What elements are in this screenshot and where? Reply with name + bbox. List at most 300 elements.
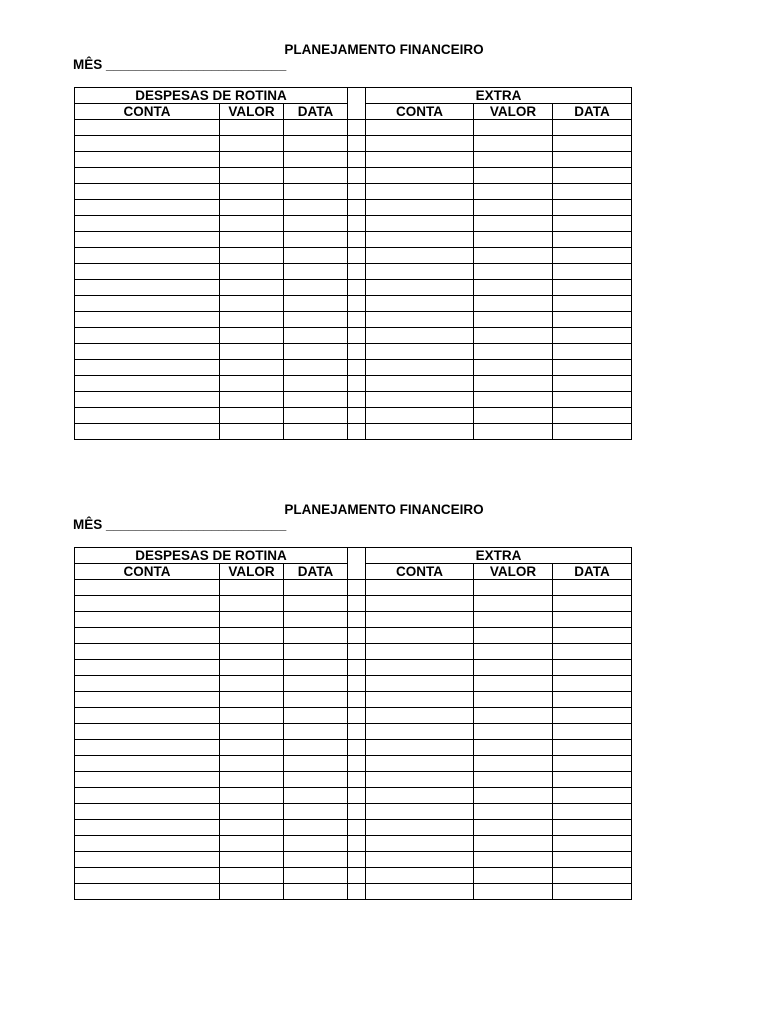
separator-column (348, 548, 366, 580)
routine-date-cell[interactable] (284, 312, 348, 328)
routine-date-cell[interactable] (284, 708, 348, 724)
separator-cell (348, 756, 366, 772)
routine-account-cell[interactable] (75, 424, 220, 440)
routine-account-cell[interactable] (75, 756, 220, 772)
routine-date-cell[interactable] (284, 612, 348, 628)
routine-amount-cell[interactable] (220, 296, 284, 312)
routine-amount-cell[interactable] (220, 280, 284, 296)
table-row (75, 836, 632, 852)
extra-date-cell[interactable] (553, 756, 632, 772)
routine-amount-cell[interactable] (220, 376, 284, 392)
extra-account-cell[interactable] (366, 376, 474, 392)
separator-cell (348, 660, 366, 676)
table-row (75, 852, 632, 868)
routine-date-cell[interactable] (284, 200, 348, 216)
routine-amount-cell[interactable] (220, 724, 284, 740)
routine-account-cell[interactable] (75, 248, 220, 264)
routine-date-cell[interactable] (284, 264, 348, 280)
extra-date-cell[interactable] (553, 644, 632, 660)
extra-date-cell[interactable] (553, 740, 632, 756)
extra-amount-cell[interactable] (474, 312, 553, 328)
routine-account-cell[interactable] (75, 232, 220, 248)
routine-amount-cell[interactable] (220, 804, 284, 820)
extra-date-cell[interactable] (553, 360, 632, 376)
extra-amount-cell[interactable] (474, 852, 553, 868)
extra-date-cell[interactable] (553, 692, 632, 708)
extra-amount-cell[interactable] (474, 740, 553, 756)
extra-amount-cell[interactable] (474, 264, 553, 280)
extra-account-cell[interactable] (366, 660, 474, 676)
extra-expenses-header: EXTRA (366, 548, 632, 564)
routine-date-cell[interactable] (284, 788, 348, 804)
extra-account-cell[interactable] (366, 628, 474, 644)
extra-account-cell[interactable] (366, 248, 474, 264)
extra-amount-cell[interactable] (474, 216, 553, 232)
extra-amount-cell[interactable] (474, 884, 553, 900)
extra-amount-cell[interactable] (474, 692, 553, 708)
routine-amount-cell[interactable] (220, 152, 284, 168)
table-row (75, 296, 632, 312)
extra-amount-cell[interactable] (474, 788, 553, 804)
table-row (75, 644, 632, 660)
routine-date-cell[interactable] (284, 280, 348, 296)
extra-amount-cell[interactable] (474, 408, 553, 424)
extra-account-cell[interactable] (366, 120, 474, 136)
routine-date-cell[interactable] (284, 392, 348, 408)
separator-cell (348, 836, 366, 852)
separator-cell (348, 184, 366, 200)
extra-date-cell[interactable] (553, 248, 632, 264)
extra-account-cell[interactable] (366, 580, 474, 596)
routine-account-header: CONTA (75, 564, 220, 580)
routine-date-cell[interactable] (284, 360, 348, 376)
separator-cell (348, 376, 366, 392)
extra-amount-cell[interactable] (474, 612, 553, 628)
extra-amount-cell[interactable] (474, 756, 553, 772)
extra-account-cell[interactable] (366, 868, 474, 884)
table-row (75, 200, 632, 216)
extra-account-cell[interactable] (366, 232, 474, 248)
extra-account-cell[interactable] (366, 708, 474, 724)
separator-cell (348, 868, 366, 884)
routine-date-cell[interactable] (284, 596, 348, 612)
routine-amount-cell[interactable] (220, 392, 284, 408)
extra-account-cell[interactable] (366, 216, 474, 232)
routine-account-cell[interactable] (75, 740, 220, 756)
routine-amount-cell[interactable] (220, 676, 284, 692)
routine-amount-cell[interactable] (220, 216, 284, 232)
routine-account-cell[interactable] (75, 884, 220, 900)
extra-account-cell[interactable] (366, 676, 474, 692)
routine-amount-cell[interactable] (220, 596, 284, 612)
routine-account-cell[interactable] (75, 804, 220, 820)
separator-cell (348, 628, 366, 644)
separator-cell (348, 692, 366, 708)
routine-date-cell[interactable] (284, 740, 348, 756)
routine-amount-cell[interactable] (220, 740, 284, 756)
separator-cell (348, 120, 366, 136)
table-row (75, 392, 632, 408)
routine-account-cell[interactable] (75, 612, 220, 628)
extra-amount-cell[interactable] (474, 280, 553, 296)
routine-date-cell[interactable] (284, 660, 348, 676)
routine-amount-header: VALOR (220, 564, 284, 580)
extra-date-cell[interactable] (553, 676, 632, 692)
extra-date-cell[interactable] (553, 836, 632, 852)
routine-account-cell[interactable] (75, 408, 220, 424)
routine-account-cell[interactable] (75, 692, 220, 708)
routine-date-cell[interactable] (284, 136, 348, 152)
routine-account-cell[interactable] (75, 644, 220, 660)
extra-date-cell[interactable] (553, 580, 632, 596)
routine-date-cell[interactable] (284, 580, 348, 596)
table-row (75, 612, 632, 628)
extra-amount-cell[interactable] (474, 152, 553, 168)
extra-amount-cell[interactable] (474, 644, 553, 660)
extra-date-cell[interactable] (553, 424, 632, 440)
routine-account-cell[interactable] (75, 216, 220, 232)
table-row (75, 628, 632, 644)
separator-cell (348, 596, 366, 612)
extra-account-cell[interactable] (366, 884, 474, 900)
routine-date-cell[interactable] (284, 296, 348, 312)
table-row (75, 884, 632, 900)
extra-date-cell[interactable] (553, 724, 632, 740)
routine-account-cell[interactable] (75, 676, 220, 692)
separator-cell (348, 884, 366, 900)
extra-date-cell[interactable] (553, 628, 632, 644)
table-row (75, 264, 632, 280)
extra-date-cell[interactable] (553, 868, 632, 884)
separator-cell (348, 644, 366, 660)
routine-date-cell[interactable] (284, 120, 348, 136)
extra-amount-cell[interactable] (474, 360, 553, 376)
routine-amount-cell[interactable] (220, 756, 284, 772)
extra-amount-cell[interactable] (474, 424, 553, 440)
routine-amount-cell[interactable] (220, 836, 284, 852)
extra-amount-cell[interactable] (474, 328, 553, 344)
extra-account-cell[interactable] (366, 756, 474, 772)
routine-date-cell[interactable] (284, 836, 348, 852)
routine-date-cell[interactable] (284, 756, 348, 772)
routine-date-cell[interactable] (284, 248, 348, 264)
extra-date-cell[interactable] (553, 884, 632, 900)
extra-amount-cell[interactable] (474, 772, 553, 788)
extra-amount-cell[interactable] (474, 232, 553, 248)
extra-account-cell[interactable] (366, 360, 474, 376)
extra-account-cell[interactable] (366, 168, 474, 184)
extra-account-cell[interactable] (366, 772, 474, 788)
routine-account-cell[interactable] (75, 360, 220, 376)
extra-amount-cell[interactable] (474, 168, 553, 184)
extra-account-cell[interactable] (366, 612, 474, 628)
extra-amount-cell[interactable] (474, 868, 553, 884)
routine-amount-cell[interactable] (220, 424, 284, 440)
routine-account-cell[interactable] (75, 312, 220, 328)
extra-account-cell[interactable] (366, 392, 474, 408)
table-row (75, 772, 632, 788)
table-row (75, 184, 632, 200)
group-header-row (75, 88, 632, 104)
routine-account-cell[interactable] (75, 296, 220, 312)
extra-date-cell[interactable] (553, 708, 632, 724)
routine-account-cell[interactable] (75, 200, 220, 216)
extra-date-cell[interactable] (553, 152, 632, 168)
routine-account-cell[interactable] (75, 660, 220, 676)
routine-account-cell[interactable] (75, 708, 220, 724)
routine-account-cell[interactable] (75, 136, 220, 152)
extra-amount-cell[interactable] (474, 184, 553, 200)
routine-amount-cell[interactable] (220, 612, 284, 628)
routine-date-cell[interactable] (284, 644, 348, 660)
routine-account-cell[interactable] (75, 328, 220, 344)
table-row (75, 580, 632, 596)
extra-date-cell[interactable] (553, 296, 632, 312)
routine-account-cell[interactable] (75, 344, 220, 360)
extra-amount-cell[interactable] (474, 200, 553, 216)
separator-cell (348, 280, 366, 296)
extra-account-cell[interactable] (366, 296, 474, 312)
table-row (75, 868, 632, 884)
table-row (75, 740, 632, 756)
routine-account-cell[interactable] (75, 788, 220, 804)
extra-account-cell[interactable] (366, 820, 474, 836)
extra-date-cell[interactable] (553, 596, 632, 612)
routine-date-cell[interactable] (284, 692, 348, 708)
routine-date-cell[interactable] (284, 376, 348, 392)
extra-date-cell[interactable] (553, 136, 632, 152)
extra-account-header: CONTA (366, 564, 474, 580)
routine-date-cell[interactable] (284, 772, 348, 788)
routine-amount-cell[interactable] (220, 312, 284, 328)
routine-amount-cell[interactable] (220, 644, 284, 660)
extra-account-cell[interactable] (366, 408, 474, 424)
separator-cell (348, 216, 366, 232)
extra-date-cell[interactable] (553, 312, 632, 328)
routine-amount-cell[interactable] (220, 708, 284, 724)
separator-cell (348, 264, 366, 280)
extra-date-cell[interactable] (553, 120, 632, 136)
routine-account-cell[interactable] (75, 628, 220, 644)
table-row (75, 248, 632, 264)
routine-account-cell[interactable] (75, 184, 220, 200)
extra-amount-cell[interactable] (474, 596, 553, 612)
routine-amount-cell[interactable] (220, 660, 284, 676)
extra-amount-cell[interactable] (474, 580, 553, 596)
table-row (75, 120, 632, 136)
extra-date-cell[interactable] (553, 408, 632, 424)
routine-amount-cell[interactable] (220, 360, 284, 376)
routine-amount-cell[interactable] (220, 264, 284, 280)
extra-account-cell[interactable] (366, 692, 474, 708)
extra-account-cell[interactable] (366, 200, 474, 216)
extra-date-cell[interactable] (553, 376, 632, 392)
table-row (75, 168, 632, 184)
routine-amount-cell[interactable] (220, 788, 284, 804)
routine-date-cell[interactable] (284, 628, 348, 644)
extra-account-cell[interactable] (366, 644, 474, 660)
separator-cell (348, 724, 366, 740)
routine-amount-cell[interactable] (220, 820, 284, 836)
extra-date-cell[interactable] (553, 264, 632, 280)
routine-amount-cell[interactable] (220, 184, 284, 200)
extra-account-cell[interactable] (366, 344, 474, 360)
table-row (75, 280, 632, 296)
extra-amount-cell[interactable] (474, 660, 553, 676)
extra-date-cell[interactable] (553, 392, 632, 408)
extra-date-header: DATA (553, 564, 632, 580)
routine-date-cell[interactable] (284, 216, 348, 232)
routine-account-cell[interactable] (75, 596, 220, 612)
month-field[interactable]: MÊS ________________________ (73, 517, 287, 532)
extra-amount-cell[interactable] (474, 708, 553, 724)
routine-account-cell[interactable] (75, 152, 220, 168)
routine-account-cell[interactable] (75, 120, 220, 136)
table-row (75, 820, 632, 836)
routine-account-cell[interactable] (75, 264, 220, 280)
extra-account-cell[interactable] (366, 424, 474, 440)
routine-date-cell[interactable] (284, 868, 348, 884)
routine-account-cell[interactable] (75, 724, 220, 740)
routine-date-header: DATA (284, 564, 348, 580)
table-row (75, 312, 632, 328)
routine-amount-cell[interactable] (220, 248, 284, 264)
extra-account-cell[interactable] (366, 312, 474, 328)
extra-date-cell[interactable] (553, 788, 632, 804)
extra-date-cell[interactable] (553, 280, 632, 296)
routine-account-cell[interactable] (75, 820, 220, 836)
routine-amount-cell[interactable] (220, 868, 284, 884)
extra-amount-cell[interactable] (474, 120, 553, 136)
routine-account-cell[interactable] (75, 772, 220, 788)
separator-cell (348, 248, 366, 264)
routine-account-cell[interactable] (75, 392, 220, 408)
extra-account-cell[interactable] (366, 788, 474, 804)
routine-date-cell[interactable] (284, 852, 348, 868)
routine-date-cell[interactable] (284, 184, 348, 200)
routine-date-cell[interactable] (284, 152, 348, 168)
table-row (75, 232, 632, 248)
routine-account-cell[interactable] (75, 868, 220, 884)
extra-date-cell[interactable] (553, 820, 632, 836)
routine-amount-cell[interactable] (220, 344, 284, 360)
extra-date-cell[interactable] (553, 772, 632, 788)
routine-account-cell[interactable] (75, 376, 220, 392)
routine-date-cell[interactable] (284, 724, 348, 740)
form-title: PLANEJAMENTO FINANCEIRO (284, 502, 484, 517)
extra-date-cell[interactable] (553, 660, 632, 676)
extra-amount-cell[interactable] (474, 392, 553, 408)
extra-amount-cell[interactable] (474, 376, 553, 392)
table-row (75, 360, 632, 376)
routine-amount-cell[interactable] (220, 232, 284, 248)
extra-account-cell[interactable] (366, 852, 474, 868)
table-row (75, 136, 632, 152)
routine-amount-cell[interactable] (220, 884, 284, 900)
routine-date-cell[interactable] (284, 676, 348, 692)
separator-cell (348, 344, 366, 360)
separator-cell (348, 200, 366, 216)
routine-amount-cell[interactable] (220, 168, 284, 184)
routine-date-cell[interactable] (284, 232, 348, 248)
routine-account-cell[interactable] (75, 836, 220, 852)
extra-amount-cell[interactable] (474, 676, 553, 692)
extra-date-cell[interactable] (553, 328, 632, 344)
routine-amount-cell[interactable] (220, 628, 284, 644)
routine-date-cell[interactable] (284, 884, 348, 900)
table-row (75, 424, 632, 440)
routine-amount-cell[interactable] (220, 692, 284, 708)
extra-account-cell[interactable] (366, 596, 474, 612)
routine-date-cell[interactable] (284, 804, 348, 820)
extra-amount-cell[interactable] (474, 628, 553, 644)
routine-date-cell[interactable] (284, 168, 348, 184)
routine-date-cell[interactable] (284, 424, 348, 440)
routine-date-cell[interactable] (284, 408, 348, 424)
routine-account-cell[interactable] (75, 168, 220, 184)
routine-amount-cell[interactable] (220, 120, 284, 136)
routine-amount-cell[interactable] (220, 136, 284, 152)
routine-amount-cell[interactable] (220, 772, 284, 788)
extra-amount-cell[interactable] (474, 296, 553, 312)
extra-account-header: CONTA (366, 104, 474, 120)
routine-account-cell[interactable] (75, 852, 220, 868)
extra-account-cell[interactable] (366, 804, 474, 820)
extra-amount-cell[interactable] (474, 248, 553, 264)
routine-amount-cell[interactable] (220, 200, 284, 216)
routine-date-cell[interactable] (284, 328, 348, 344)
extra-amount-cell[interactable] (474, 836, 553, 852)
extra-amount-cell[interactable] (474, 820, 553, 836)
routine-date-cell[interactable] (284, 344, 348, 360)
routine-amount-cell[interactable] (220, 328, 284, 344)
extra-account-cell[interactable] (366, 328, 474, 344)
routine-account-cell[interactable] (75, 280, 220, 296)
extra-date-cell[interactable] (553, 612, 632, 628)
extra-date-cell[interactable] (553, 852, 632, 868)
extra-amount-cell[interactable] (474, 804, 553, 820)
extra-account-cell[interactable] (366, 184, 474, 200)
table-row (75, 376, 632, 392)
routine-amount-cell[interactable] (220, 852, 284, 868)
extra-account-cell[interactable] (366, 264, 474, 280)
separator-cell (348, 740, 366, 756)
extra-date-cell[interactable] (553, 232, 632, 248)
routine-date-cell[interactable] (284, 820, 348, 836)
extra-account-cell[interactable] (366, 740, 474, 756)
extra-date-cell[interactable] (553, 168, 632, 184)
extra-account-cell[interactable] (366, 724, 474, 740)
extra-amount-cell[interactable] (474, 724, 553, 740)
routine-amount-cell[interactable] (220, 580, 284, 596)
extra-account-cell[interactable] (366, 836, 474, 852)
extra-date-cell[interactable] (553, 200, 632, 216)
extra-amount-cell[interactable] (474, 344, 553, 360)
routine-amount-cell[interactable] (220, 408, 284, 424)
extra-account-cell[interactable] (366, 136, 474, 152)
extra-account-cell[interactable] (366, 152, 474, 168)
extra-date-cell[interactable] (553, 216, 632, 232)
extra-date-cell[interactable] (553, 804, 632, 820)
separator-cell (348, 136, 366, 152)
month-field[interactable]: MÊS ________________________ (73, 57, 287, 72)
extra-account-cell[interactable] (366, 280, 474, 296)
routine-account-cell[interactable] (75, 580, 220, 596)
extra-date-cell[interactable] (553, 344, 632, 360)
extra-amount-cell[interactable] (474, 136, 553, 152)
extra-date-cell[interactable] (553, 184, 632, 200)
separator-cell (348, 168, 366, 184)
